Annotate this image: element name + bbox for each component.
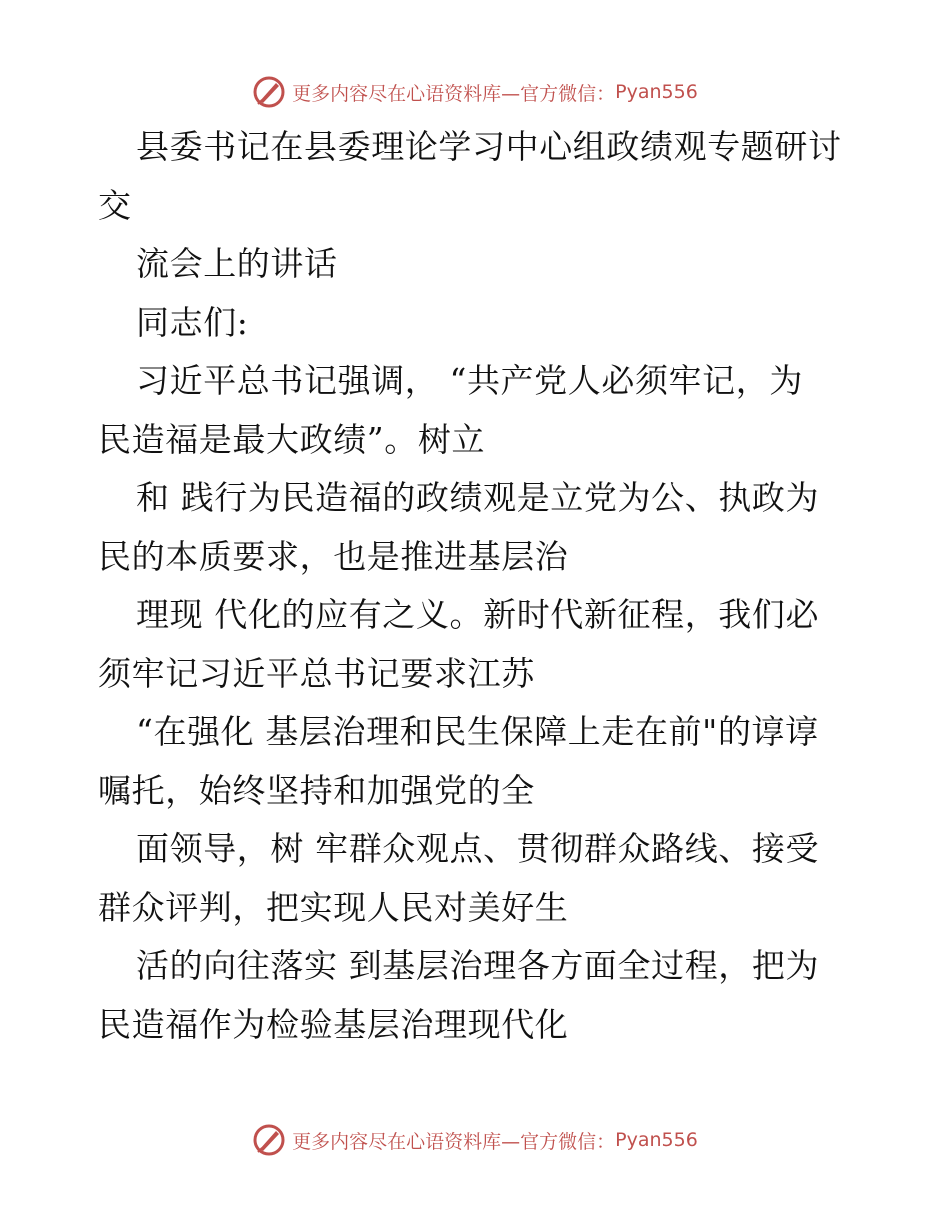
text-line: “在强化 基层治理和民生保障上走在前"的谆谆 <box>136 712 819 751</box>
watermark-text: 更多内容尽在心语资料库—官方微信： <box>292 82 616 105</box>
text-line: 须牢记习近平总书记要求江苏 <box>98 653 535 693</box>
quill-logo-icon <box>252 75 286 109</box>
document-body <box>98 118 858 1054</box>
watermark-text: 更多内容尽在心语资料库—官方微信： <box>292 1130 616 1153</box>
footer-watermark <box>0 1120 950 1160</box>
header-watermark <box>0 72 950 112</box>
text-line: 民造福作为检验基层治理现代化 <box>98 1004 569 1044</box>
text-line: 面领导，树 牢群众观点、贯彻群众路线、接受 <box>136 829 820 868</box>
text-line: 县委书记在县委理论学习中心组政绩观专题研讨 <box>136 127 842 166</box>
text-line: 理现 代化的应有之义。新时代新征程，我们必 <box>136 595 820 634</box>
text-line: 群众评判，把实现人民对美好生 <box>98 887 569 927</box>
text-line: 和 践行为民造福的政绩观是立党为公、执政为 <box>136 478 820 517</box>
text-line: 交 <box>98 185 132 225</box>
text-line: 同志们: <box>136 302 249 342</box>
watermark-handle: Pyan556 <box>615 1129 698 1151</box>
text-line: 流会上的讲话 <box>136 244 338 283</box>
text-line: 民造福是最大政绩”。树立 <box>98 419 486 459</box>
text-line: 习近平总书记强调， “共产党人必须牢记，为 <box>136 361 803 400</box>
watermark-handle: Pyan556 <box>615 81 698 103</box>
text-line: 民的本质要求，也是推进基层治 <box>98 536 569 576</box>
quill-logo-icon <box>252 1123 286 1157</box>
text-line: 嘱托，始终坚持和加强党的全 <box>98 770 535 810</box>
text-line: 活的向往落实 到基层治理各方面全过程，把为 <box>136 946 820 985</box>
